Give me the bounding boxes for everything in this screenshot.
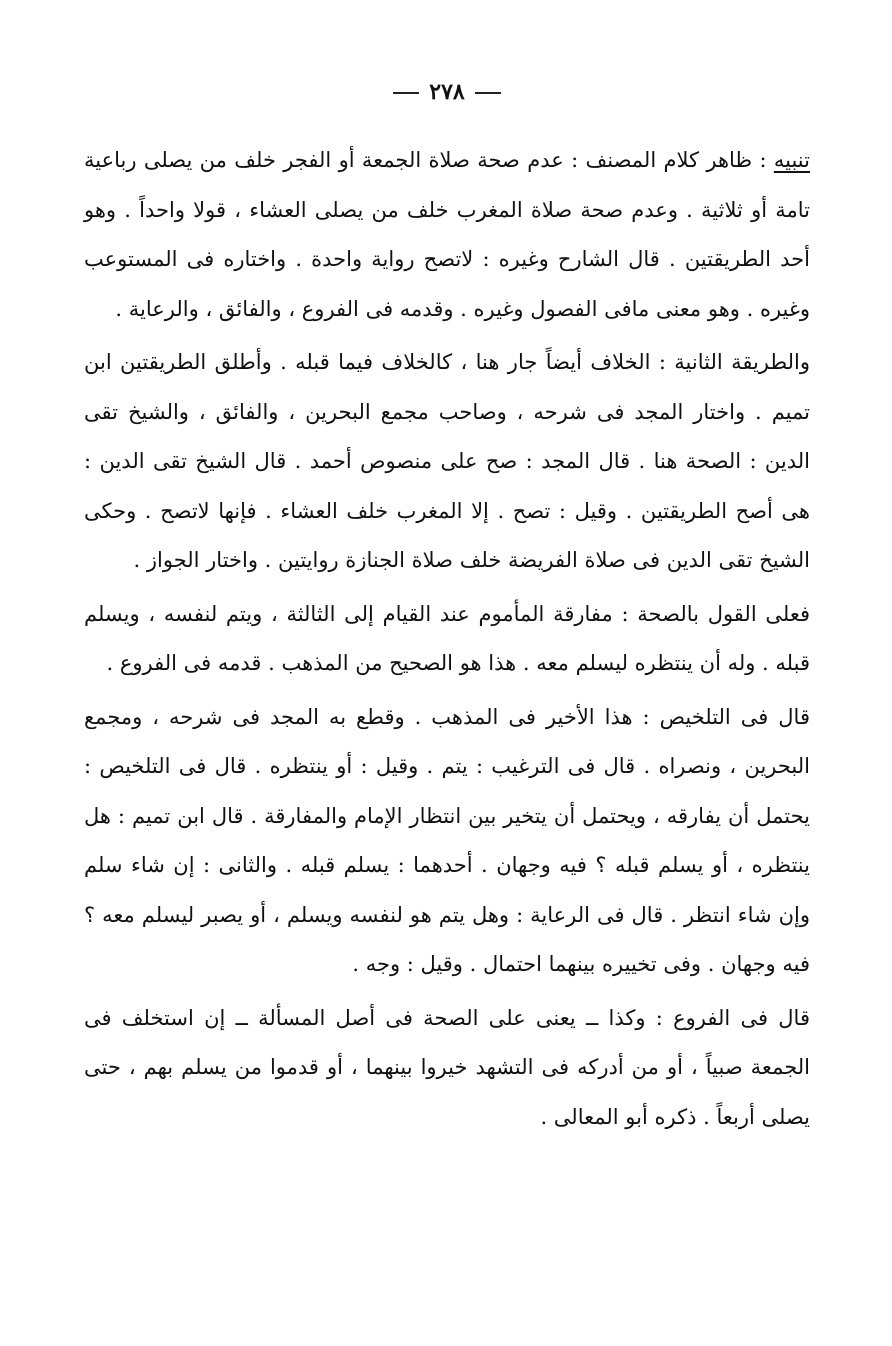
paragraph-3-text: فعلى القول بالصحة : مفارقة المأموم عند القيام إلى الثالثة ، ويتم لنفسه ، ويسلم قبله . وله أن ينتظره ليسلم معه . هذا هو الصحيح من المذهب . قدمه فى الفروع .: [84, 601, 810, 675]
paragraph-5-text: قال فى الفروع : وكذا ــ يعنى على الصحة فى أصل المسألة ــ إن استخلف فى الجمعة صبياً ، أو من أدركه فى التشهد خيروا بينهما ، أو قدموا من يسلم بهم ، حتى يصلى أربعاً . ذكره أبو المعالى .: [84, 1005, 810, 1129]
paragraph-2: [84, 338, 810, 586]
page-body: [84, 136, 810, 1142]
page-number-dash-left: [393, 92, 419, 94]
page-number: [84, 78, 810, 106]
page-number-dash-right: [475, 92, 501, 94]
paragraph-1-text: : ظاهر كلام المصنف : عدم صحة صلاة الجمعة أو الفجر خلف من يصلى رباعية تامة أو ثلاثية . وعدم صحة صلاة المغرب خلف من يصلى العشاء ، قولا واحداً . وهو أحد الطريقتين . قال الشارح وغيره : لاتصح رواية واحدة . واختاره فى المستوعب وغيره . وهو معنى مافى الفصول وغيره . وقدمه فى الفروع ، والفائق ، والرعاية .: [84, 148, 810, 321]
note-heading: تنبيه: [773, 148, 810, 172]
paragraph-4: [84, 693, 810, 990]
page-number-text: ٢٧٨: [429, 79, 465, 105]
paragraph-2-text: والطريقة الثانية : الخلاف أيضاً جار هنا ، كالخلاف فيما قبله . وأطلق الطريقتين ابن تميم . واختار المجد فى شرحه ، وصاحب مجمع البحرين ، والفائق ، والشيخ تقى الدين : الصحة هنا . قال المجد : صح على منصوص أحمد . قال الشيخ تقى الدين : هى أصح الطريقتين . وقيل : تصح . إلا المغرب خلف العشاء . فإنها لاتصح . وحكى الشيخ تقى الدين فى صلاة الفريضة خلف صلاة الجنازة روايتين . واختار الجواز .: [84, 350, 810, 572]
paragraph-5: [84, 994, 810, 1143]
paragraph-4-text: قال فى التلخيص : هذا الأخير فى المذهب . وقطع به المجد فى شرحه ، ومجمع البحرين ، ونصراه . قال فى الترغيب : يتم . وقيل : أو ينتظره . قال فى التلخيص : يحتمل أن يفارقه ، ويحتمل أن يتخير بين انتظار الإمام والمفارقة . قال ابن تميم : هل ينتظره ، أو يسلم قبله ؟ فيه وجهان . أحدهما : يسلم قبله . والثانى : إن شاء سلم وإن شاء انتظر . قال فى الرعاية : وهل يتم هو لنفسه ويسلم ، أو يصبر ليسلم معه ؟ فيه وجهان . وفى تخييره بينهما احتمال . وقيل : وجه .: [84, 704, 810, 976]
paragraph-3: [84, 590, 810, 689]
paragraph-1: [84, 136, 810, 334]
